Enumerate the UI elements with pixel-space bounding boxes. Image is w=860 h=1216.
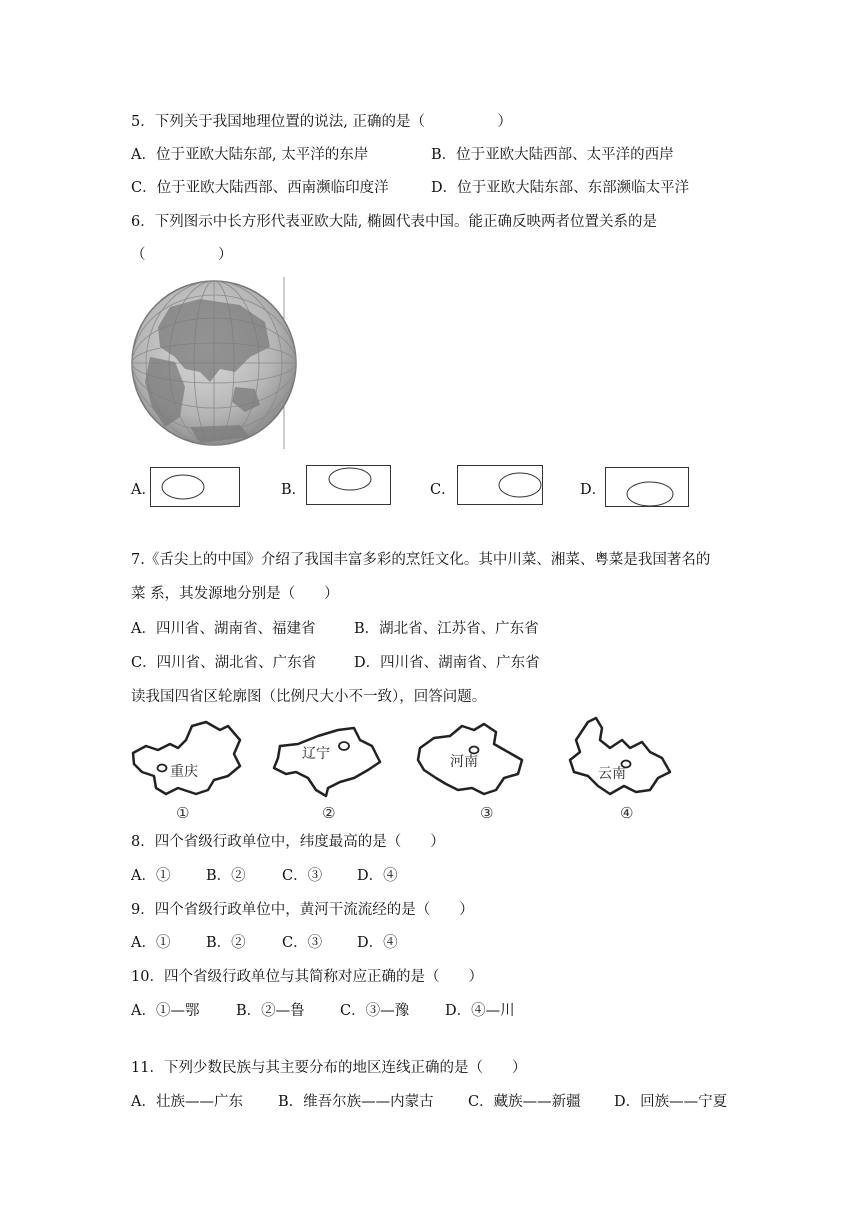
q5-option-b[interactable]: B．位于亚欧大陆西部、太平洋的西岸 <box>431 147 674 163</box>
q6-option-d-diagram[interactable] <box>605 467 689 507</box>
q5-option-a[interactable]: A．位于亚欧大陆东部, 太平洋的东岸 <box>131 147 369 163</box>
q9-option-c[interactable]: C．③ <box>282 935 323 951</box>
province-map-4 <box>566 714 676 824</box>
q10-stem: 10．四个省级行政单位与其简称对应正确的是（ ） <box>131 969 483 985</box>
province-name-4: 云南 <box>598 766 626 782</box>
q9-stem: 9．四个省级行政单位中，黄河干流流经的是（ ） <box>131 902 474 918</box>
q8-option-b[interactable]: B．② <box>206 868 246 884</box>
q6-label-a[interactable]: A． <box>131 482 156 498</box>
q6-label-c[interactable]: C． <box>430 482 456 498</box>
q9-option-b[interactable]: B．② <box>206 935 246 951</box>
globe-image <box>130 277 298 449</box>
q5-option-d[interactable]: D．位于亚欧大陆东部、东部濒临太平洋 <box>431 180 690 196</box>
q6-label-b[interactable]: B． <box>281 482 307 498</box>
q6-option-b-diagram[interactable] <box>306 465 391 505</box>
q11-stem: 11．下列少数民族与其主要分布的地区连线正确的是（ ） <box>131 1060 527 1076</box>
q9-option-a[interactable]: A．① <box>131 935 171 951</box>
q8-option-d[interactable]: D．④ <box>357 868 398 884</box>
q8-option-a[interactable]: A．① <box>131 868 171 884</box>
q10-option-b[interactable]: B．②—鲁 <box>236 1003 305 1019</box>
q9-option-d[interactable]: D．④ <box>357 935 398 951</box>
q10-option-c[interactable]: C．③—豫 <box>340 1003 410 1019</box>
q10-option-d[interactable]: D．④—川 <box>445 1003 515 1019</box>
q7-option-a[interactable]: A．四川省、湖南省、福建省 <box>131 621 316 637</box>
q7-option-d[interactable]: D．四川省、湖南省、广东省 <box>354 655 540 671</box>
province-name-2: 辽宁 <box>302 746 330 762</box>
province-map-2 <box>268 718 392 824</box>
province-name-3: 河南 <box>450 754 478 770</box>
q7-option-b[interactable]: B．湖北省、江苏省、广东省 <box>354 621 539 637</box>
q11-option-b[interactable]: B．维吾尔族——内蒙古 <box>278 1094 434 1110</box>
province-number-3: ③ <box>480 804 494 822</box>
q8-stem: 8．四个省级行政单位中，纬度最高的是（ ） <box>131 834 445 850</box>
province-number-4: ④ <box>620 804 634 822</box>
q7-option-c[interactable]: C．四川省、湖北省、广东省 <box>131 655 317 671</box>
q6-stem: 6．下列图示中长方形代表亚欧大陆, 椭圆代表中国。能正确反映两者位置关系的是 <box>131 214 657 230</box>
q8-option-c[interactable]: C．③ <box>282 868 323 884</box>
province-map-intro: 读我国四省区轮廓图（比例尺大小不一致），回答问题。 <box>131 689 487 705</box>
q7-stem-line2: 菜 系，其发源地分别是（ ） <box>131 586 339 602</box>
province-name-1: 重庆 <box>170 764 198 780</box>
q5-stem: 5．下列关于我国地理位置的说法, 正确的是（ ） <box>131 114 512 130</box>
q5-option-c[interactable]: C．位于亚欧大陆西部、西南濒临印度洋 <box>131 180 389 196</box>
q11-option-a[interactable]: A．壮族——广东 <box>131 1094 243 1110</box>
province-map-3 <box>414 718 530 824</box>
province-number-1: ① <box>176 804 190 822</box>
q11-option-c[interactable]: C．藏族——新疆 <box>468 1094 581 1110</box>
q6-label-d[interactable]: D． <box>580 482 607 498</box>
q11-option-d[interactable]: D．回族——宁夏 <box>614 1094 728 1110</box>
q6-answer-paren: （ ） <box>131 247 233 263</box>
q6-option-a-diagram[interactable] <box>150 467 240 507</box>
q6-option-c-diagram[interactable] <box>457 465 543 505</box>
q10-option-a[interactable]: A．①—鄂 <box>131 1003 200 1019</box>
province-number-2: ② <box>322 804 336 822</box>
q7-stem-line1: 7.《舌尖上的中国》介绍了我国丰富多彩的烹饪文化。其中川菜、湘菜、粤菜是我国著名的 <box>131 552 711 568</box>
province-map-1 <box>128 718 246 824</box>
